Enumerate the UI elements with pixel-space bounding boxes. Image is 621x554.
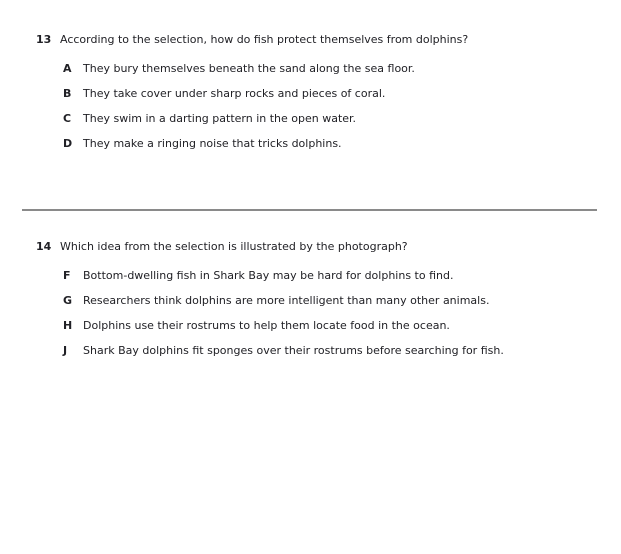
option-text: Researchers think dolphins are more intelligent than many other animals. [83, 294, 490, 307]
option-letter: C [63, 112, 72, 125]
option-text: They take cover under sharp rocks and pieces of coral. [83, 87, 386, 100]
question-13-stem [36, 33, 601, 47]
option-letter: F [63, 269, 71, 282]
question-14-stem [36, 240, 601, 254]
question-13-options [36, 62, 601, 151]
option-letter: J [63, 344, 68, 357]
option-letter: H [63, 319, 73, 332]
question-14-options [36, 269, 601, 358]
question-text: Which idea from the selection is illustrated by the photograph? [60, 240, 408, 253]
answer-option-f [63, 269, 601, 283]
option-text: They make a ringing noise that tricks dolphins. [83, 137, 342, 150]
answer-option-c [63, 112, 601, 126]
answer-option-h [63, 319, 601, 333]
option-text: Dolphins use their rostrums to help them locate food in the ocean. [83, 319, 450, 332]
option-letter: A [63, 62, 72, 75]
option-text: They bury themselves beneath the sand along the sea floor. [83, 62, 415, 75]
question-13 [0, 0, 621, 151]
answer-option-d [63, 137, 601, 151]
answer-option-b [63, 87, 601, 101]
option-text: Bottom-dwelling fish in Shark Bay may be hard for dolphins to find. [83, 269, 454, 282]
question-14 [0, 211, 621, 358]
option-text: Shark Bay dolphins fit sponges over their rostrums before searching for fish. [83, 344, 504, 357]
question-text: According to the selection, how do fish protect themselves from dolphins? [60, 33, 469, 46]
option-letter: B [63, 87, 72, 100]
question-number: 13 [36, 33, 52, 46]
answer-option-j [63, 344, 601, 358]
option-letter: D [63, 137, 73, 150]
answer-option-g [63, 294, 601, 308]
option-letter: G [63, 294, 73, 307]
answer-option-a [63, 62, 601, 76]
question-number: 14 [36, 240, 52, 253]
option-text: They swim in a darting pattern in the open water. [83, 112, 357, 125]
